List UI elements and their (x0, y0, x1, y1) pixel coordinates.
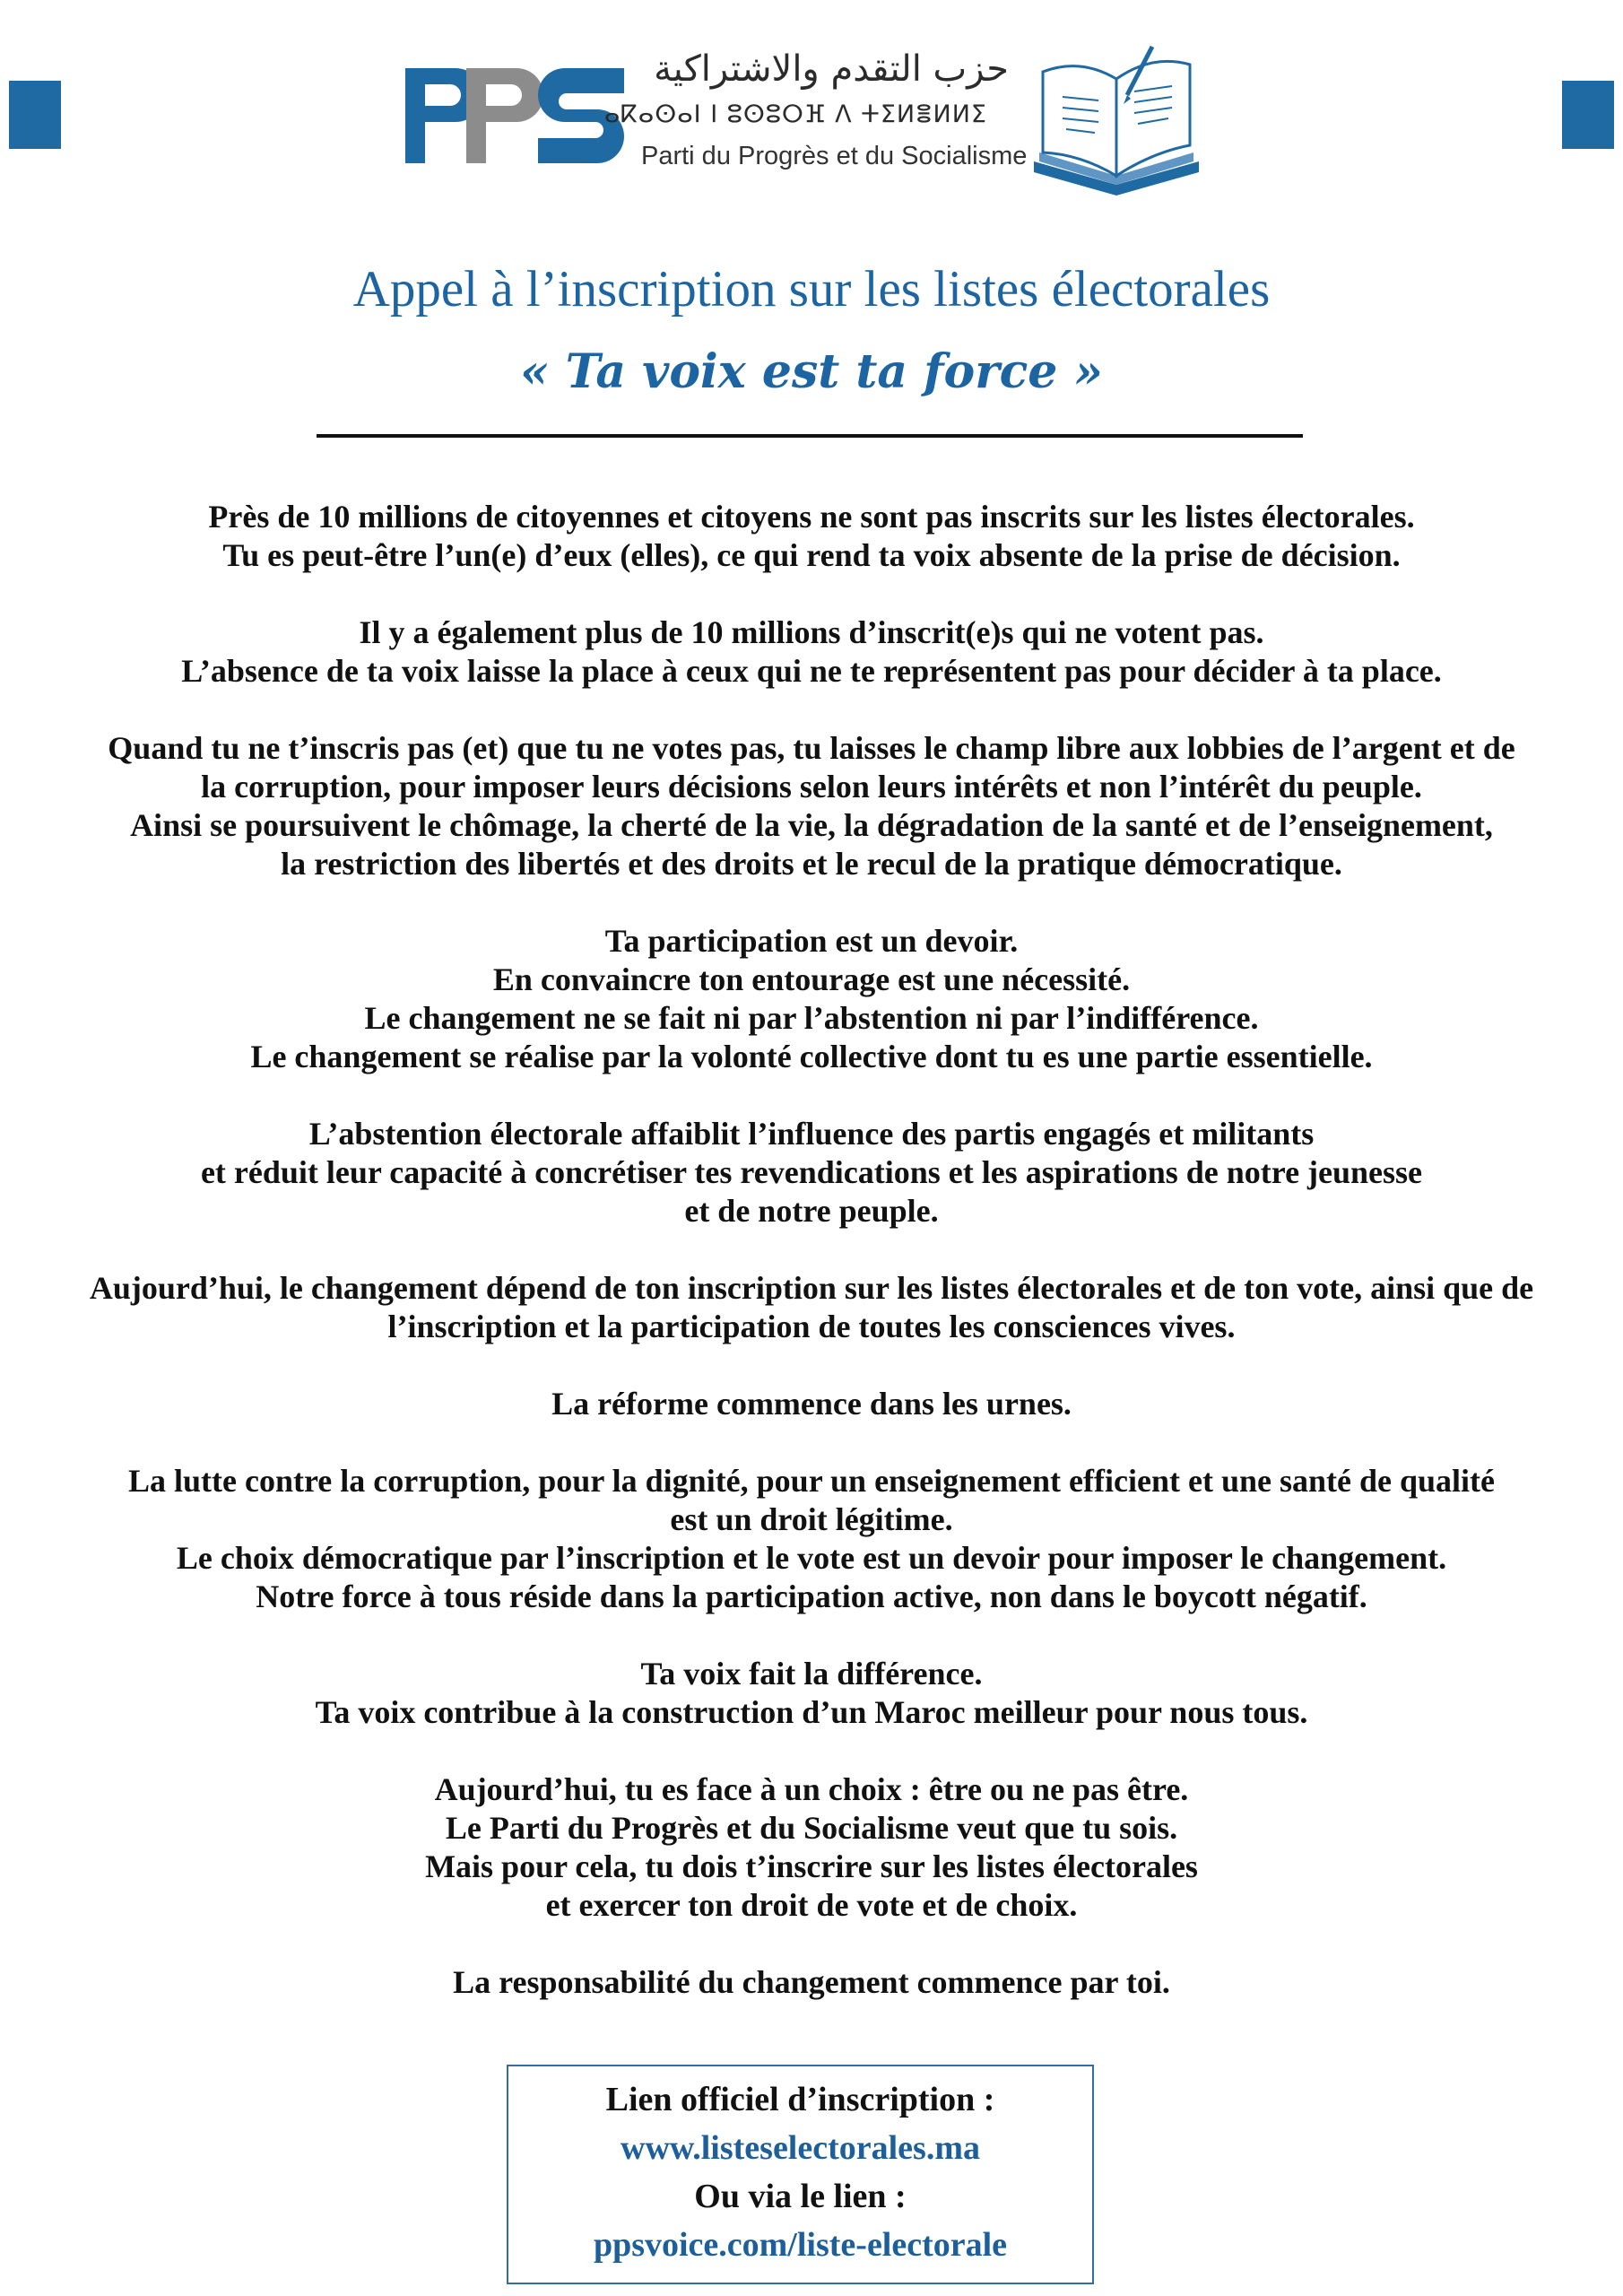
paragraph (27, 1385, 1596, 1423)
text-line: Ta voix contribue à la construction d’un Maroc meilleur pour nous tous. (315, 1694, 1308, 1730)
text-line: Le Parti du Progrès et du Socialisme veut que tu sois. (445, 1810, 1178, 1846)
text-line: Tu es peut-être l’un(e) d’eux (elles), ce qui rend ta voix absente de la prise de décision. (222, 537, 1401, 573)
text-line: Le changement se réalise par la volonté collective dont tu es une partie essentielle. (250, 1039, 1373, 1074)
text-line: Ta participation est un devoir. (604, 923, 1019, 959)
text-line: La lutte contre la corruption, pour la dignité, pour un enseignement efficient et une santé de qualité (128, 1463, 1495, 1499)
alternate-link[interactable]: ppsvoice.com/liste-electorale (593, 2226, 1008, 2264)
text-line: la corruption, pour imposer leurs décisions selon leurs intérêts et non l’intérêt du peuple. (201, 769, 1422, 804)
party-name-french: Parti du Progrès et du Socialisme (641, 142, 1028, 170)
text-line: et réduit leur capacité à concrétiser tes revendications et les aspirations de notre jeunesse (200, 1154, 1423, 1190)
corner-decoration-left (9, 81, 61, 149)
text-line: La responsabilité du changement commence par toi. (453, 1964, 1170, 2000)
paragraph (27, 1115, 1596, 1231)
text-line: Notre force à tous réside dans la participation active, non dans le boycott négatif. (256, 1578, 1367, 1614)
title-divider (317, 434, 1303, 438)
text-line: Aujourd’hui, le changement dépend de ton inscription sur les listes électorales et de ton vote, ainsi que de (89, 1270, 1534, 1306)
text-line: Ainsi se poursuivent le chômage, la cherté de la vie, la dégradation de la santé et de l’enseignement, (130, 807, 1493, 843)
book-logo-icon (1027, 45, 1215, 197)
text-line: L’absence de ta voix laisse la place à ceux qui ne te représentent pas pour décider à ta place. (181, 653, 1442, 689)
paragraph (27, 498, 1596, 575)
party-name-arabic: حزب التقدم والاشتراكية (654, 48, 1009, 90)
body-text (27, 498, 1596, 2040)
text-line: Le changement ne se fait ni par l’abstention ni par l’indifférence. (364, 1000, 1259, 1036)
party-header (395, 45, 1237, 197)
text-line: Aujourd’hui, tu es face à un choix : être ou ne pas être. (434, 1771, 1189, 1807)
text-line: Près de 10 millions de citoyennes et citoyens ne sont pas inscrits sur les listes électorales. (208, 499, 1415, 535)
text-line: la restriction des libertés et des droits et le recul de la pratique démocratique. (281, 846, 1342, 882)
paragraph (27, 1770, 1596, 1925)
text-line: l’inscription et la participation de toutes les consciences vives. (387, 1309, 1236, 1344)
text-line: Mais pour cela, tu dois t’inscrire sur les listes électorales (425, 1848, 1198, 1884)
party-name-block (603, 45, 1028, 197)
page-title: Appel à l’inscription sur les listes électorales (352, 261, 1271, 317)
text-line: L’abstention électorale affaiblit l’influence des partis engagés et militants (308, 1116, 1315, 1152)
registration-link-box (507, 2065, 1094, 2284)
text-line: La réforme commence dans les urnes. (551, 1386, 1072, 1422)
text-line: Ta voix fait la différence. (640, 1656, 983, 1692)
paragraph (27, 1655, 1596, 1732)
paragraph (27, 1462, 1596, 1616)
official-link-label: Lien officiel d’inscription : (605, 2081, 995, 2118)
paragraph (27, 613, 1596, 691)
corner-decoration-right (1562, 81, 1614, 149)
paragraph (27, 729, 1596, 883)
text-line: En convaincre ton entourage est une nécessité. (492, 961, 1131, 997)
text-line: est un droit légitime. (670, 1501, 953, 1537)
pps-logo (404, 63, 628, 170)
slogan: « Ta voix est ta force » (520, 344, 1103, 399)
text-line: et exercer ton droit de vote et de choix. (545, 1887, 1078, 1923)
paragraph (27, 922, 1596, 1076)
text-line: et de notre peuple. (684, 1193, 939, 1229)
text-line: Il y a également plus de 10 millions d’inscrit(e)s qui ne votent pas. (359, 614, 1264, 650)
paragraph (27, 1963, 1596, 2002)
alternate-link-label: Ou via le lien : (694, 2178, 907, 2215)
official-link[interactable]: www.listeselectorales.ma (621, 2129, 980, 2167)
text-line: Le choix démocratique par l’inscription et le vote est un devoir pour imposer le changement. (176, 1540, 1447, 1576)
text-line: Quand tu ne t’inscris pas (et) que tu ne votes pas, tu laisses le champ libre aux lobbies de l’argent et de (108, 730, 1515, 766)
party-name-tifinagh: ⴰⴽⴰⵙⴰⵏ ⵏ ⵓⵙⵓⵔⴼ ⴷ ⵜⵉⵍⴻⵍⵍⵉ (603, 100, 987, 128)
paragraph (27, 1269, 1596, 1346)
